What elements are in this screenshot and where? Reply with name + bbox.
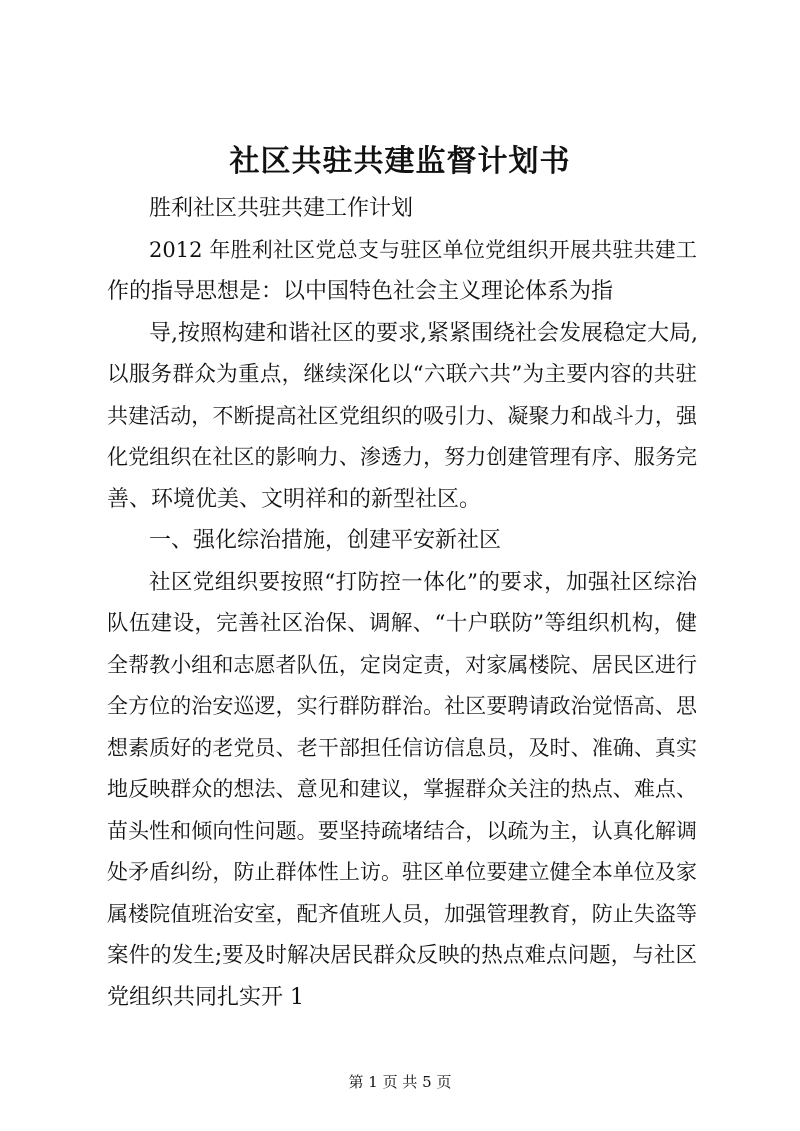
paragraph-line: 地反映群众的想法、意见和建议，掌握群众关注的热点、难点、 bbox=[107, 777, 697, 801]
paragraph-line: 导,按照构建和谐社区的要求,紧紧围绕社会发展稳定大局, bbox=[149, 320, 698, 346]
paragraph-line: 处矛盾纠纷，防止群体性上访。驻区单位要建立健全本单位及家 bbox=[107, 860, 697, 884]
paragraph-line: 全方位的治安巡逻，实行群防群治。社区要聘请政治觉悟高、思 bbox=[107, 694, 697, 718]
paragraph-line: 善、环境优美、文明祥和的新型社区。 bbox=[107, 486, 482, 512]
paragraph-line: 共建活动，不断提高社区党组织的吸引力、凝聚力和战斗力，强 bbox=[107, 403, 697, 428]
paragraph-line: 社区党组织要按照“打防控一体化”的要求，加强社区综治 bbox=[149, 569, 697, 595]
paragraph-line: 属楼院值班治安室，配齐值班人员，加强管理教育，防止失盗等 bbox=[107, 901, 697, 926]
paragraph-line: 党组织共同扎实开 1 bbox=[107, 984, 304, 1010]
subtitle-line: 胜利社区共驻共建工作计划 bbox=[149, 196, 414, 221]
section-heading: 一、强化综治措施，创建平安新社区 bbox=[149, 528, 502, 553]
document-title: 社区共驻共建监督计划书 bbox=[229, 144, 571, 179]
paragraph-line: 队伍建设，完善社区治保、调解、“十户联防”等组织机构，健 bbox=[107, 611, 697, 636]
paragraph-line: 2012 年胜利社区党总支与驻区单位党组织开展共驻共建工 bbox=[149, 237, 697, 262]
paragraph-line: 全帮教小组和志愿者队伍，定岗定责，对家属楼院、居民区进行 bbox=[107, 652, 697, 677]
paragraph-line: 作的指导思想是：以中国特色社会主义理论体系为指 bbox=[107, 279, 614, 304]
paragraph-line: 以服务群众为重点，继续深化以“六联六共”为主要内容的共驻 bbox=[107, 362, 697, 387]
paragraph-line: 案件的发生;要及时解决居民群众反映的热点难点问题，与社区 bbox=[107, 943, 697, 968]
page-footer: 第 1 页 共 5 页 bbox=[348, 1073, 452, 1091]
paragraph-line: 想素质好的老党员、老干部担任信访信息员，及时、准确、真实 bbox=[107, 735, 697, 760]
paragraph-line: 苗头性和倾向性问题。要坚持疏堵结合，以疏为主，认真化解调 bbox=[107, 818, 697, 843]
document-body bbox=[107, 188, 697, 1018]
paragraph-line: 化党组织在社区的影响力、渗透力，努力创建管理有序、服务完 bbox=[107, 445, 697, 469]
